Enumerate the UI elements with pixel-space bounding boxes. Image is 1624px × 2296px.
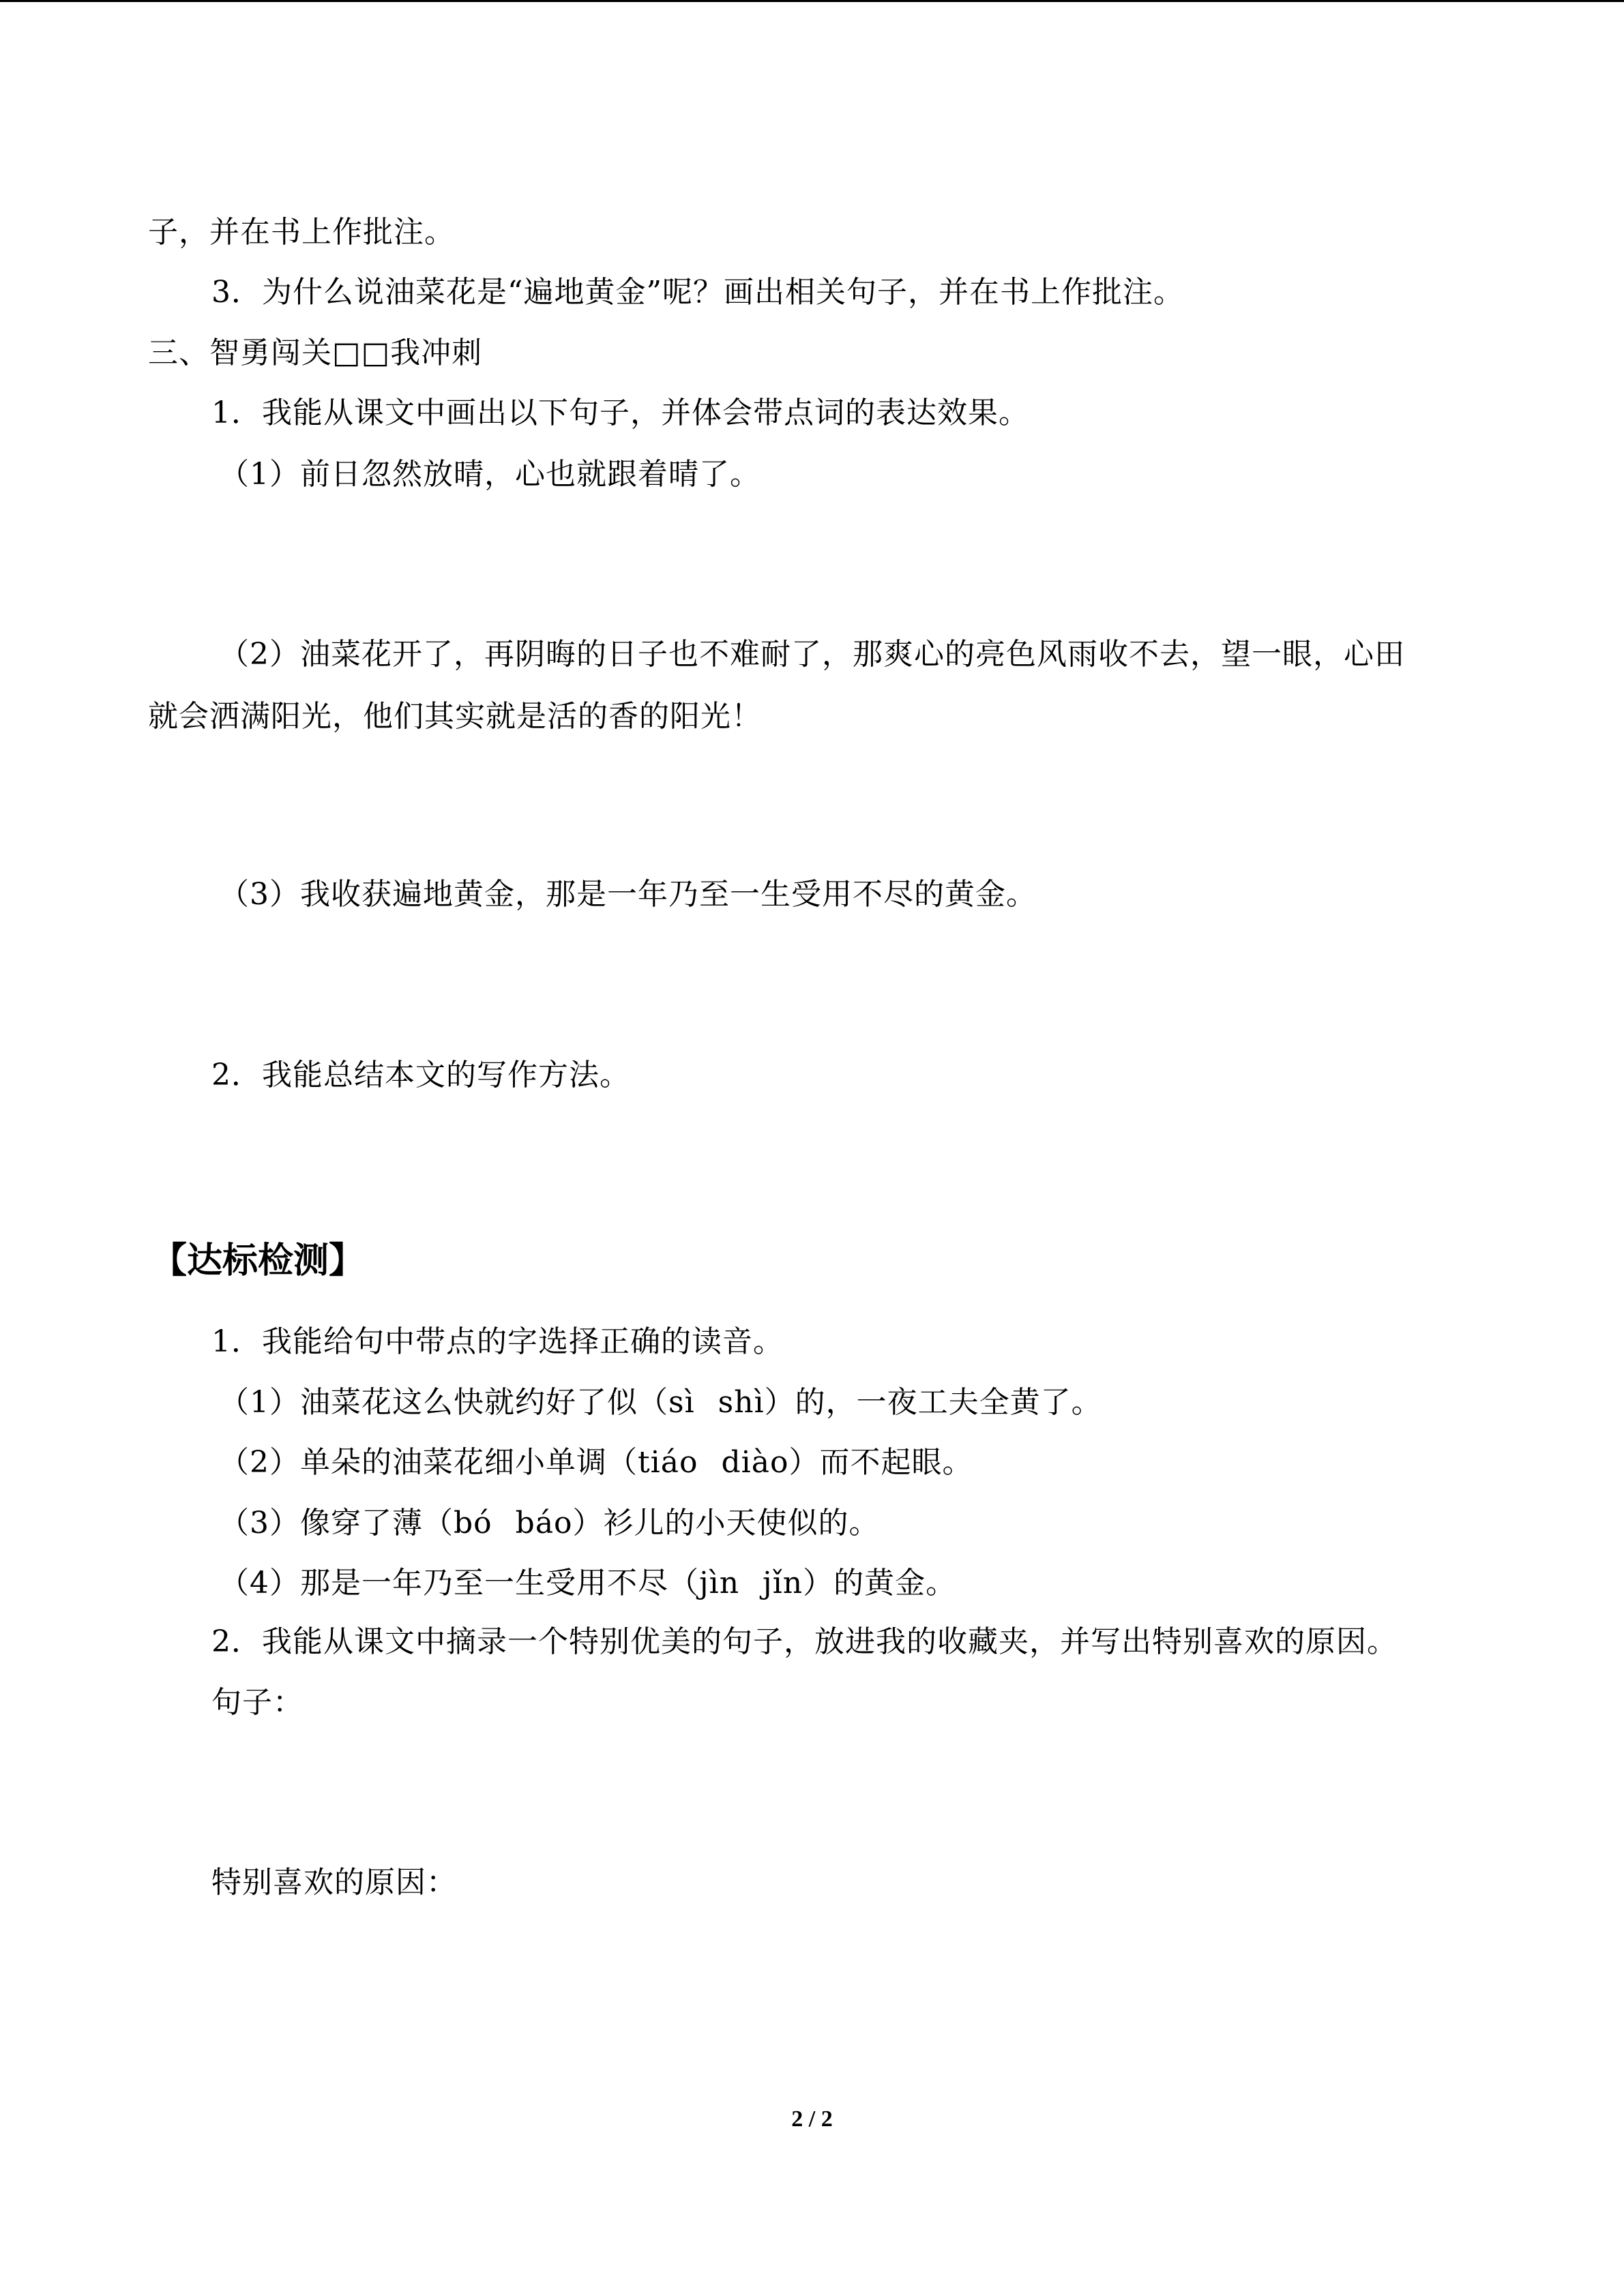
sub-item-3: （3）我收获遍地黄金，那是一年乃至一生受用不尽的黄金。	[219, 877, 1037, 912]
test-item-4	[219, 1564, 956, 1602]
test-question-1: 1．我能给句中带点的字选择正确的读音。	[211, 1324, 784, 1359]
section-title: 【达标检测】	[151, 1240, 365, 1281]
test-item-1-part-a: （1）油菜花这么快就约好了似（sì	[219, 1385, 695, 1420]
sub-item-2: （2）油菜花开了，再阴晦的日子也不难耐了，那爽心的亮色风雨收不去，望一眼，心田	[219, 637, 1405, 672]
test-item-2-part-a: （2）单朵的油菜花细小单调（tiáo	[219, 1445, 698, 1480]
text-line: 子，并在书上作批注。	[148, 215, 455, 250]
test-item-4-part-a: （4）那是一年乃至一生受用不尽（jìn	[219, 1566, 740, 1600]
test-item-4-part-b: jǐn）的黄金。	[763, 1566, 957, 1600]
question-3: 3．为什么说油菜花是“遍地黄金”呢？画出相关句子，并在书上作批注。	[211, 275, 1184, 310]
test-item-2	[219, 1444, 973, 1482]
test-question-2: 2．我能从课文中摘录一个特别优美的句子，放进我的收藏夹，并写出特别喜欢的原因。	[211, 1624, 1398, 1659]
test-item-3-part-b: báo）衫儿的小天使似的。	[515, 1506, 880, 1540]
question-1: 1．我能从课文中画出以下句子，并体会带点词的表达效果。	[211, 396, 1029, 430]
top-border	[0, 0, 1624, 2]
sentence-label: 句子：	[211, 1685, 304, 1720]
sub-item-1: （1）前日忽然放晴，心也就跟着晴了。	[219, 457, 761, 492]
section-heading-3: 三、智勇闯关□□我冲刺	[148, 336, 483, 370]
test-item-1	[219, 1384, 1102, 1422]
test-item-2-part-b: diào）而不起眼。	[721, 1445, 973, 1480]
test-item-3	[219, 1504, 880, 1542]
test-item-1-part-b: shì）的，一夜工夫全黄了。	[718, 1385, 1102, 1420]
reason-label: 特别喜欢的原因：	[211, 1865, 457, 1900]
sub-item-2-continued: 就会洒满阳光，他们其实就是活的香的阳光！	[148, 699, 762, 734]
question-2: 2．我能总结本文的写作方法。	[211, 1058, 630, 1092]
page-number: 2 / 2	[791, 2106, 833, 2132]
test-item-3-part-a: （3）像穿了薄（bó	[219, 1506, 492, 1540]
